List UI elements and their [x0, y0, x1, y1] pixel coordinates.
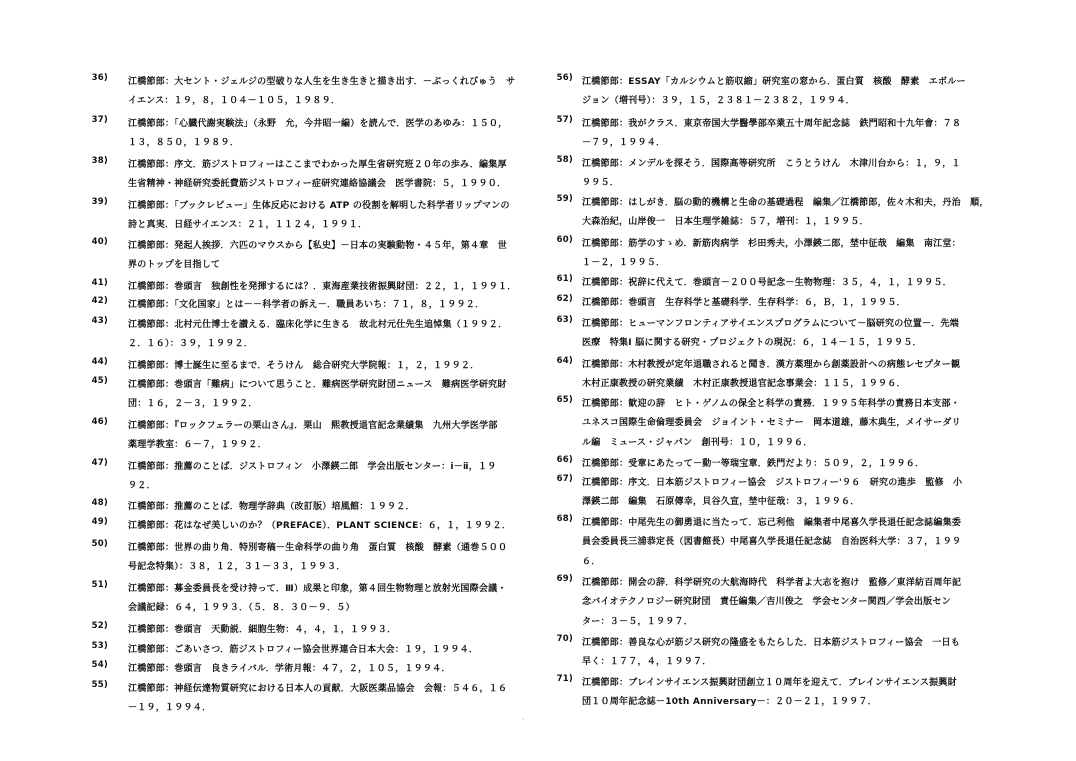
reference-line: 江橋節郎：博士誕生に至るまで．そうけん 総合研究大学院報：１，２，１９９２． — [128, 361, 480, 371]
reference-line: 江橋節郎：「ブックレビュー」生体反応における ATP の役割を解明した科学者リップマンの — [128, 201, 510, 211]
reference-line: 江橋節郎：推薦のことば．ジストロフィン 小澤鍈二郎 学会出版センター：ⅰ－ⅱ，１９ — [128, 462, 497, 472]
reference-line: 生省精神・神経研究委託費筋ジストロフィー症研究連絡協議会 医学書院：５，１９９０． — [128, 179, 507, 190]
reference-line: 薬理学教室：６－７，１９９２． — [128, 440, 267, 451]
reference-number: 70) — [556, 634, 573, 644]
scan-mark: · — [522, 715, 525, 724]
reference-line: 江橋節郎：メンデルを探そう．国際高等研究所 こうとうけん 木津川台から：１，９，１ — [582, 159, 961, 169]
reference-number: 69) — [556, 574, 573, 584]
reference-text — [128, 237, 523, 276]
reference-text — [128, 539, 523, 578]
reference-text — [128, 458, 523, 497]
reference-line: 江橋節郎：北村元仕博士を讃える．臨床化学に生きる 故北村元仕先生追悼集（１９９２． — [128, 320, 508, 330]
reference-line: ジョン（増刊号）：３９，１５，２３８１－２３８２，１９９４． — [582, 96, 855, 107]
reference-text — [582, 315, 1010, 354]
reference-line: 江橋節郎：「心臓代謝実験法」（永野 允，今井昭一編）を読んで．医学のあゆみ：１５０， — [128, 119, 508, 129]
reference-text — [128, 498, 523, 517]
reference-line: 江橋節郎：巻頭言 生存科学と基礎科学．生存科学：６，Ｂ，１，１９９５． — [582, 298, 906, 308]
reference-line: 江橋節郎：序文．筋ジストロフィーはここまでわかった厚生省研究班２０年の歩み．編集厚 — [128, 160, 507, 170]
reference-line: 団１０周年記念誌－10th Anniversary－：２０－２１，１９９７． — [582, 697, 877, 708]
reference-line: 江橋節郎：推薦のことば．物理学辞典（改訂版）培風館：１９９２． — [128, 502, 415, 512]
reference-line: ６． — [582, 556, 601, 567]
reference-line: 詩と真実．日経サイエンス：２１，１１２４，１９９１． — [128, 220, 368, 231]
reference-text — [582, 155, 1010, 194]
reference-number: 68) — [556, 514, 573, 524]
reference-number: 55) — [91, 680, 108, 690]
reference-line: 医療 特集Ⅰ 脳に関する研究・プロジェクトの現況：６，１４－１５，１９９５． — [582, 338, 922, 349]
reference-line: 江橋節郎：序文．日本筋ジストロフィー協会 ジストロフィー'９６ 研究の進歩 監修 小 — [582, 478, 963, 488]
reference-line: ９９５． — [582, 178, 620, 189]
reference-number: 46) — [91, 417, 108, 427]
reference-line: 団：１６，２－３，１９９２． — [128, 399, 258, 410]
reference-text — [582, 514, 1010, 572]
reference-line: 江橋節郎：神経伝達物質研究における日本人の貢献．大阪医薬品協会 会報：５４６，１６ — [128, 684, 508, 694]
reference-text — [128, 680, 523, 719]
reference-number: 39) — [91, 197, 108, 207]
reference-number: 40) — [91, 237, 108, 247]
reference-text — [128, 296, 523, 315]
reference-number: 56) — [556, 73, 573, 83]
reference-number: 66) — [556, 455, 573, 465]
reference-number: 63) — [556, 315, 573, 325]
reference-number: 50) — [91, 539, 108, 549]
reference-line: －１９，１９９４． — [128, 703, 212, 714]
reference-text — [128, 580, 523, 619]
reference-text — [582, 294, 1010, 313]
reference-text — [582, 455, 1010, 474]
reference-number: 51) — [91, 580, 108, 590]
reference-number: 43) — [91, 316, 108, 326]
reference-line: 号記念特集）：３８，１２，３１－３３，１９９３． — [128, 562, 346, 573]
reference-number: 57) — [556, 115, 573, 125]
reference-text — [128, 357, 523, 376]
reference-text — [128, 660, 523, 679]
reference-number: 65) — [556, 395, 573, 405]
reference-line: 念バイオテクノロジー研究財団 責任編集／吉川俊之 学会センター関西／学会出版セン — [582, 597, 951, 608]
reference-line: 江橋節郎：歓迎の辞 ヒト・ゲノムの保全と科学の責務．１９９５年科学の責務日本支部・ — [582, 399, 960, 409]
reference-text — [128, 156, 523, 195]
reference-number: 42) — [91, 296, 108, 306]
reference-text — [128, 316, 523, 355]
reference-number: 41) — [91, 278, 108, 288]
reference-text — [128, 73, 523, 112]
reference-text — [128, 621, 523, 640]
reference-number: 67) — [556, 474, 573, 484]
reference-line: 江橋節郎：筋学のすゝめ．新筋肉病学 杉田秀夫，小澤鍈二郎，埜中征哉 編集 南江堂： — [582, 239, 961, 249]
reference-line: 江橋節郎：善良な心が筋ジス研究の隆盛をもたらした．日本筋ジストロフィー協会 一日も — [582, 638, 960, 648]
reference-line: １３，８５０，１９８９． — [128, 138, 240, 149]
reference-text — [582, 674, 1010, 713]
reference-number: 37) — [91, 115, 108, 125]
reference-number: 53) — [91, 641, 108, 651]
reference-number: 47) — [91, 458, 108, 468]
reference-text — [582, 574, 1010, 632]
reference-text — [582, 115, 1010, 154]
reference-line: １－２，１９９５． — [582, 258, 666, 269]
reference-text — [128, 376, 523, 415]
reference-text — [128, 278, 523, 297]
reference-number: 44) — [91, 357, 108, 367]
reference-line: －７９，１９９４． — [582, 138, 666, 149]
reference-line: 江橋節郎：祝辞に代えて．巻頭言－２００号記念－生物物理：３５，４，１，１９９５． — [582, 278, 952, 288]
reference-line: イエンス：１９，８，１０４－１０５，１９８９． — [128, 96, 341, 107]
reference-text — [582, 235, 1010, 274]
reference-line: 江橋節郎：巻頭言 独創性を発揮するには？．東海産業技術振興財団：２２，１，１９９１． — [128, 282, 517, 292]
reference-line: ル編 ミュース・ジャパン 創刊号：１０，１９９６． — [582, 437, 813, 448]
reference-line: 江橋節郎：ごあいさつ．筋ジストロフィー協会世界連合日本大会：１９，１９９４． — [128, 645, 479, 655]
reference-line: ９２． — [128, 481, 156, 492]
reference-line: 澤鍈二郎 編集 石原傳幸，貝谷久宣，埜中征哉：３，１９９６． — [582, 497, 860, 508]
reference-number: 48) — [91, 498, 108, 508]
reference-line: 江橋節郎：発起人挨拶．六匹のマウスから【私史】－日本の実験動物・４５年，第４章 世 — [128, 241, 507, 251]
reference-line: 江橋節郎：ヒューマンフロンティアサイエンスプログラムについて－脳研究の位置－．先端 — [582, 319, 960, 329]
reference-line: ２．１６）：３９，１９９２． — [128, 339, 254, 350]
reference-line: 江橋節郎：ブレインサイエンス振興財団創立１０周年を迎えて．ブレインサイエンス振興財 — [582, 678, 957, 688]
reference-text — [582, 356, 1010, 395]
reference-text — [582, 194, 1010, 233]
reference-number: 52) — [91, 621, 108, 631]
reference-text — [582, 73, 1010, 112]
reference-number: 61) — [556, 274, 573, 284]
reference-line: 江橋節郎：ESSAY「カルシウムと筋収縮」研究室の窓から．蛋白質 核酸 酵素 エボルー — [582, 77, 966, 87]
reference-line: 江橋節郎：『ロックフェラーの栗山さん』．栗山 熙教授退官記念業績集 九州大学医学部 — [128, 421, 498, 431]
reference-line: 江橋節郎：巻頭言「難病」について思うこと．難病医学研究財団ニュース 難病医学研究財 — [128, 380, 507, 390]
reference-line: 江橋節郎：はしがき．脳の動的機構と生命の基礎過程 編集／江橋節郎，佐々木和夫，丹治 順， — [582, 198, 989, 208]
reference-number: 60) — [556, 235, 573, 245]
reference-number: 38) — [91, 156, 108, 166]
reference-line: 江橋節郎：大セント・ジェルジの型破りな人生を生き生きと描き出す．－ぶっくれびゅう サ — [128, 77, 516, 87]
reference-number: 45) — [91, 376, 108, 386]
reference-number: 71) — [556, 674, 573, 684]
reference-line: 江橋節郎：我がクラス．東京帝国大学醫學部卒業五十周年記念誌 鉄門昭和十九年會：７８ — [582, 119, 962, 129]
reference-text — [582, 474, 1010, 513]
reference-line: 大森治紀，山岸俊一 日本生理学雑誌：５７，増刊：１，１９９５． — [582, 217, 869, 228]
reference-line: 江橋節郎：世界の曲り角．特別寄稿－生命科学の曲り角 蛋白質 核酸 酵素（通巻５００ — [128, 543, 508, 553]
reference-line: 江橋節郎：「文化国家」とは－－科学者の訴え－．職員あいち：７１，８，１９９２． — [128, 300, 485, 310]
reference-number: 49) — [91, 517, 108, 527]
reference-line: 早く：１７７，４，１９９７． — [582, 657, 712, 668]
reference-text — [128, 517, 523, 536]
reference-number: 54) — [91, 660, 108, 670]
reference-line: 界のトップを目指して — [128, 260, 221, 271]
reference-text — [128, 417, 523, 456]
reference-line: 江橋節郎：中尾先生の御勇退に当たって．忘己利他 編集者中尾喜久学長退任記念誌編集委 — [582, 518, 962, 528]
reference-line: 江橋節郎：募金委員長を受け持って．Ⅲ）成果と印象，第４回生物物理と放射光国際会議・ — [128, 584, 507, 594]
reference-line: 江橋節郎：花はなぜ美しいのか？（PREFACE）．PLANT SCIENCE：６，１，１９９２． — [128, 521, 511, 531]
reference-line: 江橋節郎：受章にあたって－動一等瑞宝章．鉄門だより：５０９，２，１９９６． — [582, 459, 925, 469]
reference-line: ユネスコ国際生命倫理委員会 ジョイント・セミナー 岡本道雄，藤木典生，メイサーダリ — [582, 418, 961, 429]
reference-line: ター：３－５，１９９７． — [582, 616, 694, 627]
reference-text — [582, 274, 1010, 293]
reference-line: 員会委員長三浦恭定長（図書館長）中尾喜久学長退任記念誌 自治医科大学：３７，１９９ — [582, 537, 962, 548]
reference-line: 江橋節郎：開会の辞．科学研究の大航海時代 科学者よ大志を抱け 監修／東洋紡百周年記 — [582, 578, 962, 588]
reference-text — [128, 115, 523, 154]
reference-line: 会議記録：６４，１９９３．（５．８．３０－９．５） — [128, 603, 355, 614]
reference-text — [582, 634, 1010, 673]
reference-line: 江橋節郎：巻頭言 良きライバル．学術月報：４７，２，１０５，１９９４． — [128, 664, 451, 674]
reference-number: 59) — [556, 194, 573, 204]
reference-number: 58) — [556, 155, 573, 165]
reference-text — [582, 395, 1010, 453]
reference-line: 江橋節郎：巻頭言 天動説．細胞生物：４，４，１，１９９３． — [128, 625, 397, 635]
reference-line: 江橋節郎：木村教授が定年退職されると聞き．漢方薬理から創薬設計への病態レセプター観 — [582, 360, 961, 370]
reference-number: 62) — [556, 294, 573, 304]
reference-number: 36) — [91, 73, 108, 83]
reference-line: 木村正康教授の研究業績 木村正康教授退官記念事業会：１１５，１９９６． — [582, 379, 906, 390]
reference-number: 64) — [556, 356, 573, 366]
reference-text — [128, 641, 523, 660]
reference-text — [128, 197, 523, 236]
